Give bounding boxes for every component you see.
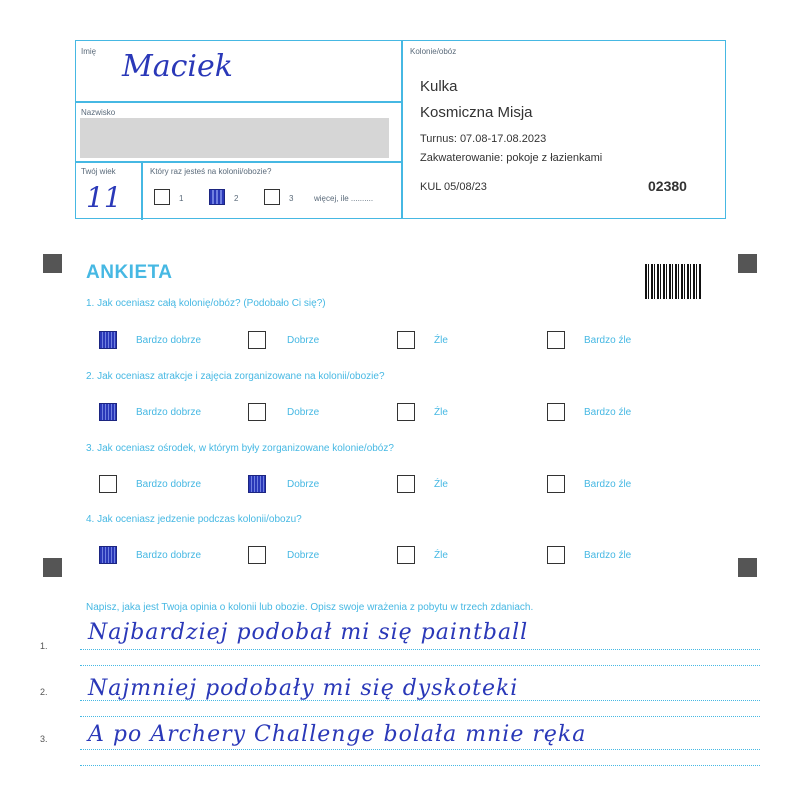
q4-bardzo-dobrze-checkbox[interactable] bbox=[99, 546, 117, 564]
age-label: Twój wiek bbox=[81, 167, 116, 176]
q4-bardzo-zle-checkbox[interactable] bbox=[547, 546, 565, 564]
q3-zle-checkbox[interactable] bbox=[397, 475, 415, 493]
registration-mark bbox=[738, 558, 757, 577]
name-value[interactable]: Maciek bbox=[122, 49, 233, 84]
q1-zle-checkbox[interactable] bbox=[397, 331, 415, 349]
q4-zle-label: Źle bbox=[434, 550, 448, 561]
camp-code: KUL 05/08/23 bbox=[420, 181, 487, 193]
camp-name: Kulka bbox=[420, 78, 458, 95]
times-2-label: 2 bbox=[234, 194, 239, 203]
q1-dobrze-label: Dobrze bbox=[287, 335, 320, 346]
q2-bardzo-zle-checkbox[interactable] bbox=[547, 403, 565, 421]
camp-program: Kosmiczna Misja bbox=[420, 104, 533, 121]
surname-redacted bbox=[80, 118, 389, 158]
times-more-label: więcej, ile .......... bbox=[314, 194, 374, 203]
q4-zle-checkbox[interactable] bbox=[397, 546, 415, 564]
question-1: 1. Jak oceniasz całą kolonię/obóz? (Podobało Ci się?) bbox=[86, 298, 326, 309]
opinion-answer-3[interactable]: A po Archery Challenge bolała mnie ręka bbox=[88, 722, 587, 747]
q2-dobrze-label: Dobrze bbox=[287, 407, 320, 418]
q1-bardzo-zle-checkbox[interactable] bbox=[547, 331, 565, 349]
q3-zle-label: Źle bbox=[434, 479, 448, 490]
survey-title: ANKIETA bbox=[86, 262, 173, 283]
camp-label: Kolonie/obóz bbox=[410, 47, 457, 56]
q1-zle-label: Źle bbox=[434, 335, 448, 346]
q4-dobrze-label: Dobrze bbox=[287, 550, 320, 561]
q4-bardzo-dobrze-label: Bardzo dobrze bbox=[136, 550, 202, 561]
times-3-checkbox[interactable] bbox=[264, 189, 280, 205]
dotted-line bbox=[80, 700, 760, 701]
header-box bbox=[75, 40, 726, 219]
opinion-answer-1[interactable]: Najbardziej podobał mi się paintball bbox=[88, 620, 529, 645]
divider bbox=[401, 41, 403, 218]
name-label: Imię bbox=[81, 47, 97, 56]
camp-turnus: Turnus: 07.08-17.08.2023 bbox=[420, 133, 547, 145]
divider bbox=[76, 101, 401, 103]
dotted-line bbox=[80, 765, 760, 766]
times-1-label: 1 bbox=[179, 194, 184, 203]
times-3-label: 3 bbox=[289, 194, 294, 203]
age-value[interactable]: 11 bbox=[86, 181, 122, 214]
line-number: 3. bbox=[40, 734, 48, 744]
dotted-line bbox=[80, 649, 760, 650]
camp-number: 02380 bbox=[648, 178, 687, 194]
camp-accommodation: Zakwaterowanie: pokoje z łazienkami bbox=[420, 152, 603, 164]
line-number: 2. bbox=[40, 687, 48, 697]
times-label: Który raz jesteś na kolonii/obozie? bbox=[150, 167, 272, 176]
barcode bbox=[645, 264, 701, 299]
q2-bardzo-dobrze-checkbox[interactable] bbox=[99, 403, 117, 421]
question-4: 4. Jak oceniasz jedzenie podczas kolonii/obozu? bbox=[86, 514, 302, 525]
q2-zle-checkbox[interactable] bbox=[397, 403, 415, 421]
q2-bardzo-zle-label: Bardzo źle bbox=[584, 407, 632, 418]
q1-bardzo-zle-label: Bardzo źle bbox=[584, 335, 632, 346]
q4-dobrze-checkbox[interactable] bbox=[248, 546, 266, 564]
registration-mark bbox=[43, 558, 62, 577]
q4-bardzo-zle-label: Bardzo źle bbox=[584, 550, 632, 561]
q3-dobrze-label: Dobrze bbox=[287, 479, 320, 490]
dotted-line bbox=[80, 716, 760, 717]
q3-dobrze-checkbox[interactable] bbox=[248, 475, 266, 493]
registration-mark bbox=[43, 254, 62, 273]
q1-bardzo-dobrze-label: Bardzo dobrze bbox=[136, 335, 202, 346]
question-3: 3. Jak oceniasz ośrodek, w którym były zorganizowane kolonie/obóz? bbox=[86, 443, 394, 454]
q2-zle-label: Źle bbox=[434, 407, 448, 418]
q1-bardzo-dobrze-checkbox[interactable] bbox=[99, 331, 117, 349]
times-1-checkbox[interactable] bbox=[154, 189, 170, 205]
divider bbox=[76, 161, 401, 163]
surname-label: Nazwisko bbox=[81, 108, 116, 117]
q3-bardzo-dobrze-checkbox[interactable] bbox=[99, 475, 117, 493]
dotted-line bbox=[80, 665, 760, 666]
divider bbox=[141, 161, 143, 220]
q2-dobrze-checkbox[interactable] bbox=[248, 403, 266, 421]
q3-bardzo-zle-label: Bardzo źle bbox=[584, 479, 632, 490]
q3-bardzo-zle-checkbox[interactable] bbox=[547, 475, 565, 493]
q1-dobrze-checkbox[interactable] bbox=[248, 331, 266, 349]
registration-mark bbox=[738, 254, 757, 273]
question-2: 2. Jak oceniasz atrakcje i zajęcia zorganizowane na kolonii/obozie? bbox=[86, 371, 385, 382]
times-2-checkbox[interactable] bbox=[209, 189, 225, 205]
opinion-answer-2[interactable]: Najmniej podobały mi się dyskoteki bbox=[88, 676, 519, 701]
q3-bardzo-dobrze-label: Bardzo dobrze bbox=[136, 479, 202, 490]
q2-bardzo-dobrze-label: Bardzo dobrze bbox=[136, 407, 202, 418]
line-number: 1. bbox=[40, 641, 48, 651]
opinion-prompt: Napisz, jaka jest Twoja opinia o kolonii lub obozie. Opisz swoje wrażenia z pobytu w trzech zdaniach. bbox=[86, 602, 534, 613]
dotted-line bbox=[80, 749, 760, 750]
